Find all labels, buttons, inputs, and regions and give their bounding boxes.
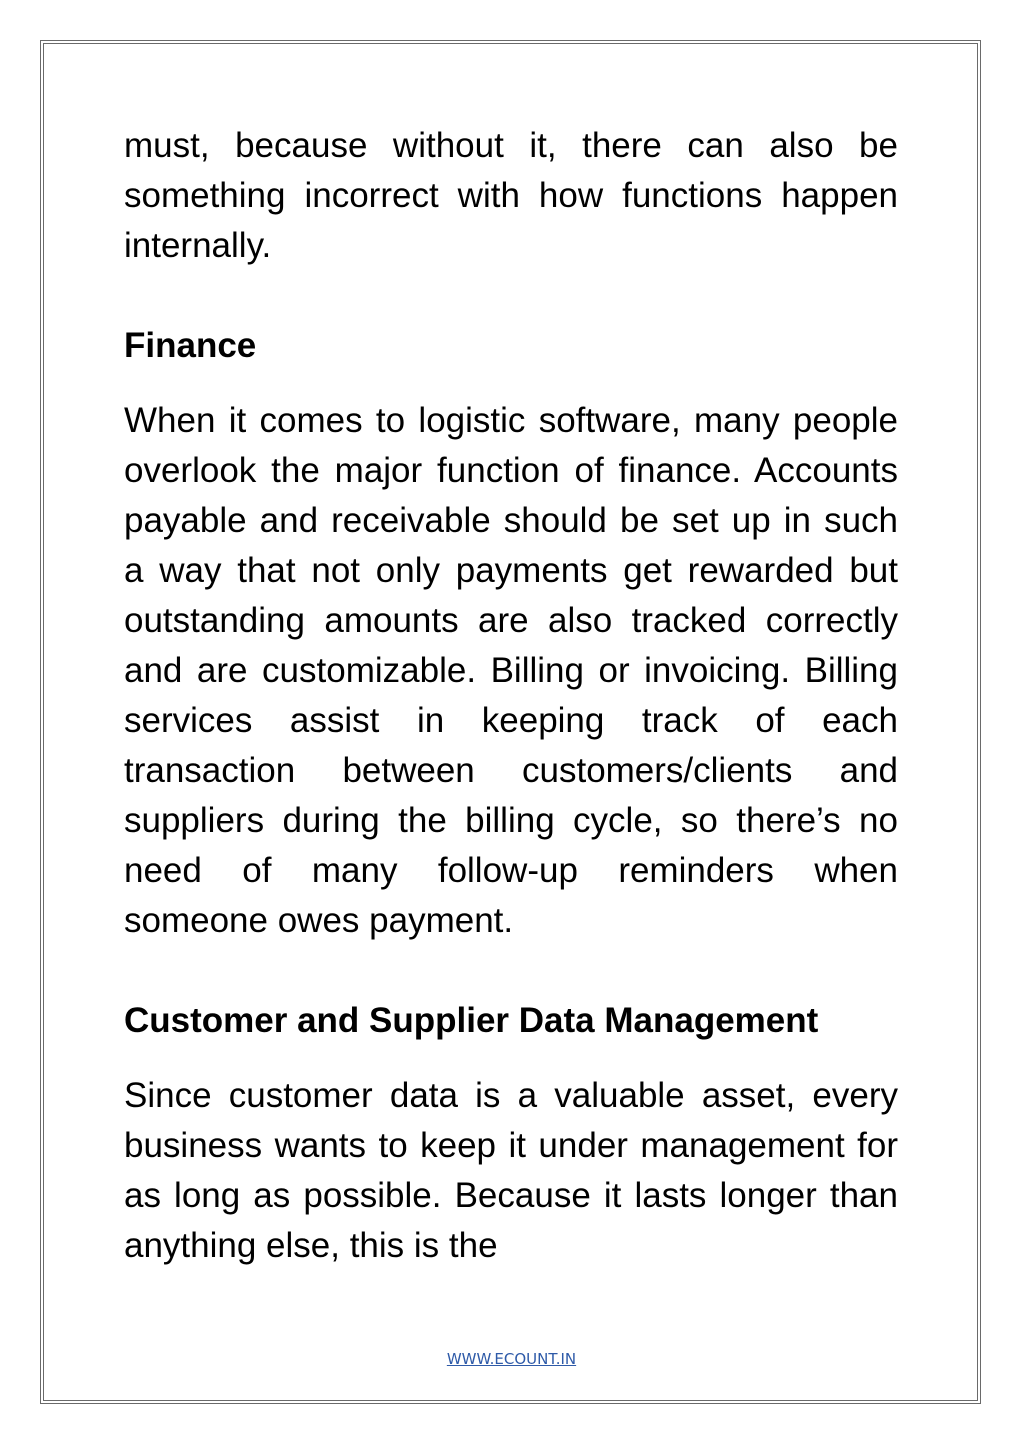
finance-heading: Finance: [124, 326, 257, 365]
website-link[interactable]: WWW.ECOUNT.IN: [446, 1350, 577, 1368]
intro-paragraph: must, because without it, there can also be something incorrect with how functions happen internally.: [124, 126, 898, 265]
document-body: [124, 121, 898, 1271]
customer-supplier-heading: Customer and Supplier Data Management: [124, 1001, 819, 1040]
finance-paragraph: When it comes to logistic software, many people overlook the major function of finance. Accounts payable and receivable should be set up in such a way that not only payments get rewarded but outstanding amounts are also tracked correctly and are customizable. Billing or invoicing. Billing services assist in keeping track of each transaction between customers/clients and suppliers during the billing cycle, so there’s no need of many follow-up reminders when someone owes payment.: [124, 401, 898, 940]
customer-paragraph: Since customer data is a valuable asset, every business wants to keep it under management for as long as possible. Because it lasts longer than anything else, this is the: [124, 1076, 898, 1265]
